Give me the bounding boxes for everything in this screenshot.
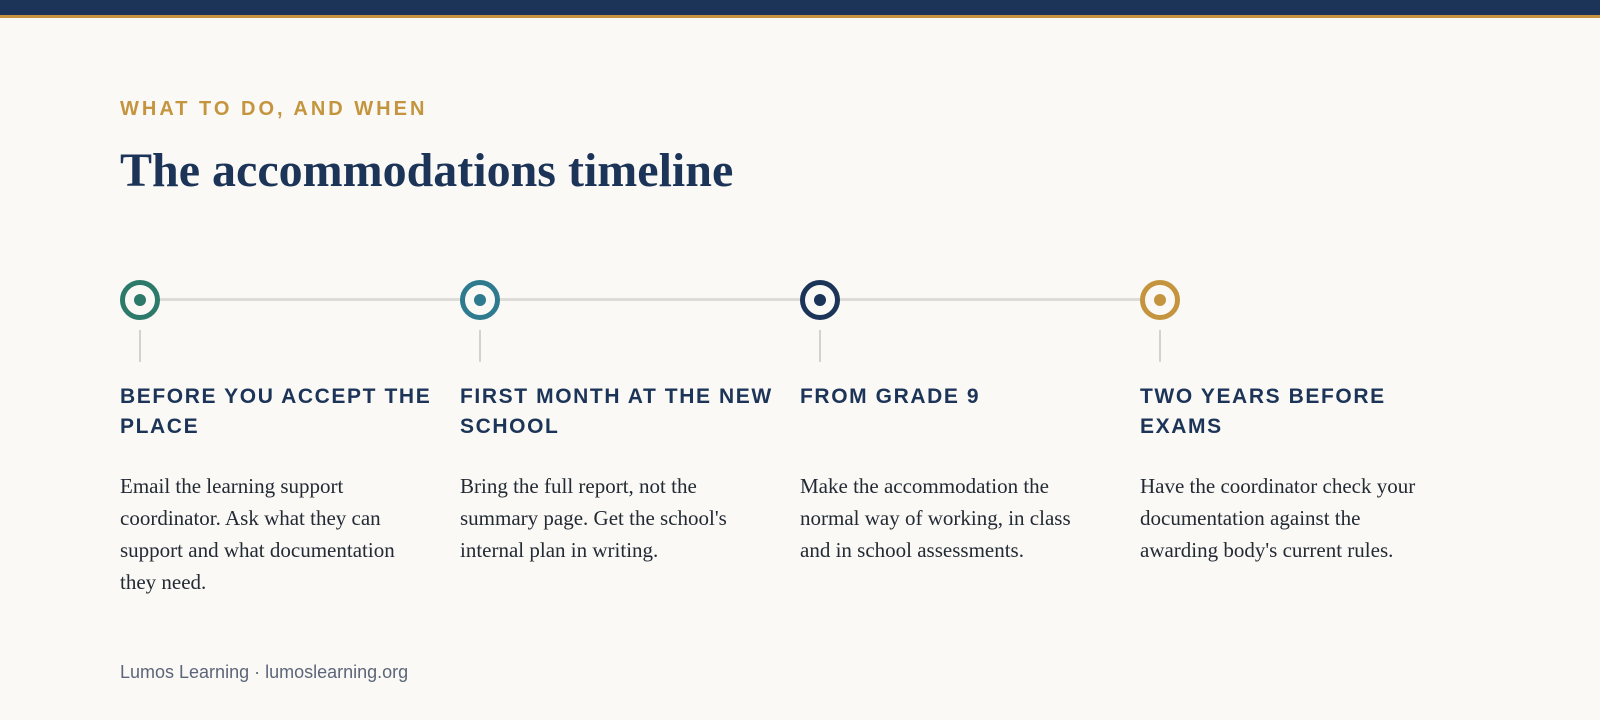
timeline-line [140,298,1160,301]
stage-title: FROM GRADE 9 [800,385,981,408]
stage-title: FIRST MONTH AT THE NEW SCHOOL [460,385,773,438]
stage-description: Bring the full report, not the summary page. Get the school's internal plan in writing. [460,474,727,562]
top-bar [0,0,1600,15]
timeline-marker-icon [460,280,500,320]
stage-description: Email the learning support coordinator. Ask what they can support and what documentation they need. [120,474,395,594]
stage-title: TWO YEARS BEFORE EXAMS [1140,385,1386,438]
stage-description: Have the coordinator check your documentation against the awarding body's current rules. [1140,474,1416,562]
stage-description: Make the accommodation the normal way of working, in class and in school assessments. [800,474,1071,562]
timeline-tick [479,330,481,362]
section-eyebrow: WHAT TO DO, AND WHEN [120,98,428,120]
timeline-tick [139,330,141,362]
timeline-tick [819,330,821,362]
page-title: The accommodations timeline [120,144,734,197]
timeline-tick [1159,330,1161,362]
timeline-marker-icon [800,280,840,320]
top-accent-stripe [0,15,1600,18]
timeline-marker-icon [120,280,160,320]
footer-credit: Lumos Learning · lumoslearning.org [120,662,409,682]
timeline-marker-icon [1140,280,1180,320]
stage-title: BEFORE YOU ACCEPT THE PLACE [120,385,432,438]
